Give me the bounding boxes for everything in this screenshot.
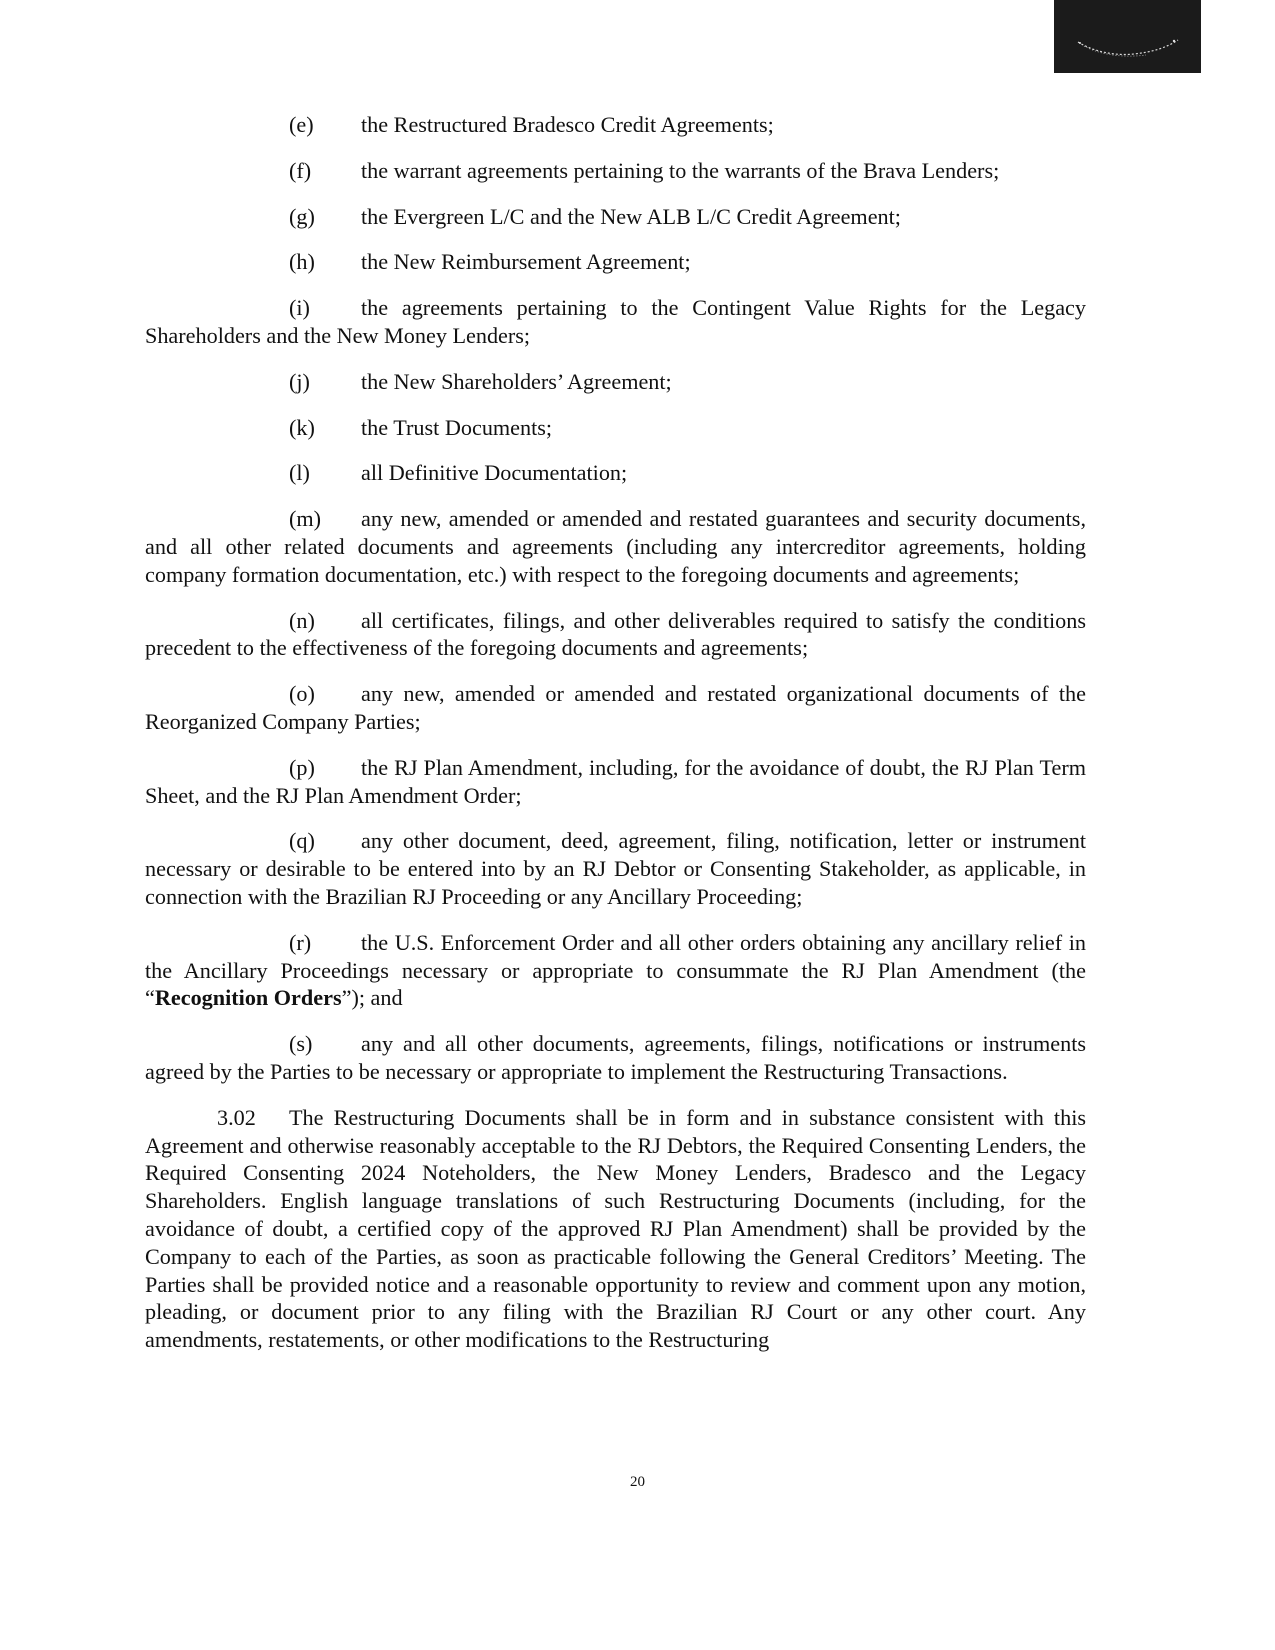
list-item-p bbox=[145, 754, 1086, 810]
item-text: the warrant agreements pertaining to the warrants of the Brava Lenders; bbox=[361, 157, 1000, 183]
item-text: any new, amended or amended and restated organizational documents of the Reorganized Company Parties; bbox=[145, 681, 1086, 734]
section-text: The Restructuring Documents shall be in form and in substance consistent with this Agreement and otherwise reasonably acceptable to the RJ Debtors, the Required Consenting Lenders, the Required Consenting 2024 Noteholders, the New Money Lenders, Bradesco and the Legacy Shareholders. English language translations of such Restructuring Documents (including, for the avoidance of doubt, a certified copy of the approved RJ Plan Amendment) shall be provided by the Company to each of the Parties, as soon as practicable following the General Creditors’ Meeting. The Parties shall be provided notice and a reasonable opportunity to review and comment upon any motion, pleading, or document prior to any filing with the Brazilian RJ Court or any other court. Any amendments, restatements, or other modifications to the Restructuring bbox=[145, 1104, 1086, 1353]
item-label: (n) bbox=[289, 607, 315, 633]
item-label: (q) bbox=[289, 828, 315, 854]
item-text: all certificates, filings, and other deliverables required to satisfy the conditions precedent to the effectiveness of the foregoing documents and agreements; bbox=[145, 607, 1086, 661]
list-item-g bbox=[145, 203, 1086, 231]
item-text-end: ”); and bbox=[341, 985, 403, 1011]
list-item-i bbox=[145, 294, 1086, 350]
list-item-l bbox=[145, 459, 1086, 487]
document-body bbox=[145, 111, 1086, 1354]
item-label: (e) bbox=[289, 112, 314, 137]
list-item-h bbox=[145, 248, 1086, 276]
section-number: 3.02 bbox=[217, 1104, 256, 1130]
list-item-k bbox=[145, 414, 1086, 442]
item-label: (k) bbox=[289, 414, 315, 440]
item-label: (g) bbox=[289, 203, 315, 229]
list-item-n bbox=[145, 607, 1086, 663]
corner-mark bbox=[1054, 0, 1201, 73]
list-item-j bbox=[145, 368, 1086, 396]
item-text: any new, amended or amended and restated guarantees and security documents, and all other related documents and agreements (including any intercreditor agreements, holding company formation documentation, etc.) with respect to the foregoing documents and agreements; bbox=[145, 506, 1086, 587]
item-label: (o) bbox=[289, 681, 315, 707]
item-label: (j) bbox=[289, 368, 310, 394]
item-text: the New Shareholders’ Agreement; bbox=[361, 368, 672, 394]
item-text: the U.S. Enforcement Order and all other orders obtaining any ancillary relief in the Ancillary Proceedings necessary or appropriate to consummate the RJ Plan Amendment (the “ bbox=[145, 929, 1086, 1011]
list-item-o bbox=[145, 680, 1086, 736]
item-label: (p) bbox=[289, 754, 315, 780]
item-label: (l) bbox=[289, 460, 310, 486]
item-text: the Evergreen L/C and the New ALB L/C Credit Agreement; bbox=[361, 203, 901, 229]
list-item-s bbox=[145, 1030, 1086, 1086]
page-number: 20 bbox=[630, 1474, 645, 1490]
list-item-e bbox=[145, 111, 1086, 139]
list-item-m bbox=[145, 505, 1086, 588]
item-label: (m) bbox=[289, 506, 322, 532]
item-label: (r) bbox=[289, 929, 312, 955]
item-label: (f) bbox=[289, 157, 312, 183]
item-text: any and all other documents, agreements, filings, notifications or instruments agreed by the Parties to be necessary or appropriate to implement the Restructuring Transactions. bbox=[145, 1031, 1086, 1084]
item-text: the Trust Documents; bbox=[361, 414, 553, 440]
item-label: (i) bbox=[289, 295, 310, 321]
item-label: (s) bbox=[289, 1031, 313, 1057]
section-3-02 bbox=[145, 1104, 1086, 1354]
defined-term: Recognition Orders bbox=[154, 985, 342, 1011]
item-text: all Definitive Documentation; bbox=[361, 460, 628, 486]
item-text: the New Reimbursement Agreement; bbox=[361, 249, 691, 275]
item-label: (h) bbox=[289, 249, 315, 275]
item-text: the agreements pertaining to the Contingent Value Rights for the Legacy Shareholders and the New Money Lenders; bbox=[145, 295, 1086, 348]
item-text: any other document, deed, agreement, filing, notification, letter or instrument necessary or desirable to be entered into by an RJ Debtor or Consenting Stakeholder, as applicable, in connection with the Brazilian RJ Proceeding or any Ancillary Proceeding; bbox=[145, 828, 1086, 909]
list-item-r bbox=[145, 929, 1086, 1012]
item-text: the Restructured Bradesco Credit Agreements; bbox=[361, 112, 774, 137]
signature-scribble-icon bbox=[1054, 0, 1201, 73]
list-item-f bbox=[145, 157, 1086, 185]
item-text: the RJ Plan Amendment, including, for the avoidance of doubt, the RJ Plan Term Sheet, and the RJ Plan Amendment Order; bbox=[145, 754, 1086, 808]
list-item-q bbox=[145, 827, 1086, 910]
